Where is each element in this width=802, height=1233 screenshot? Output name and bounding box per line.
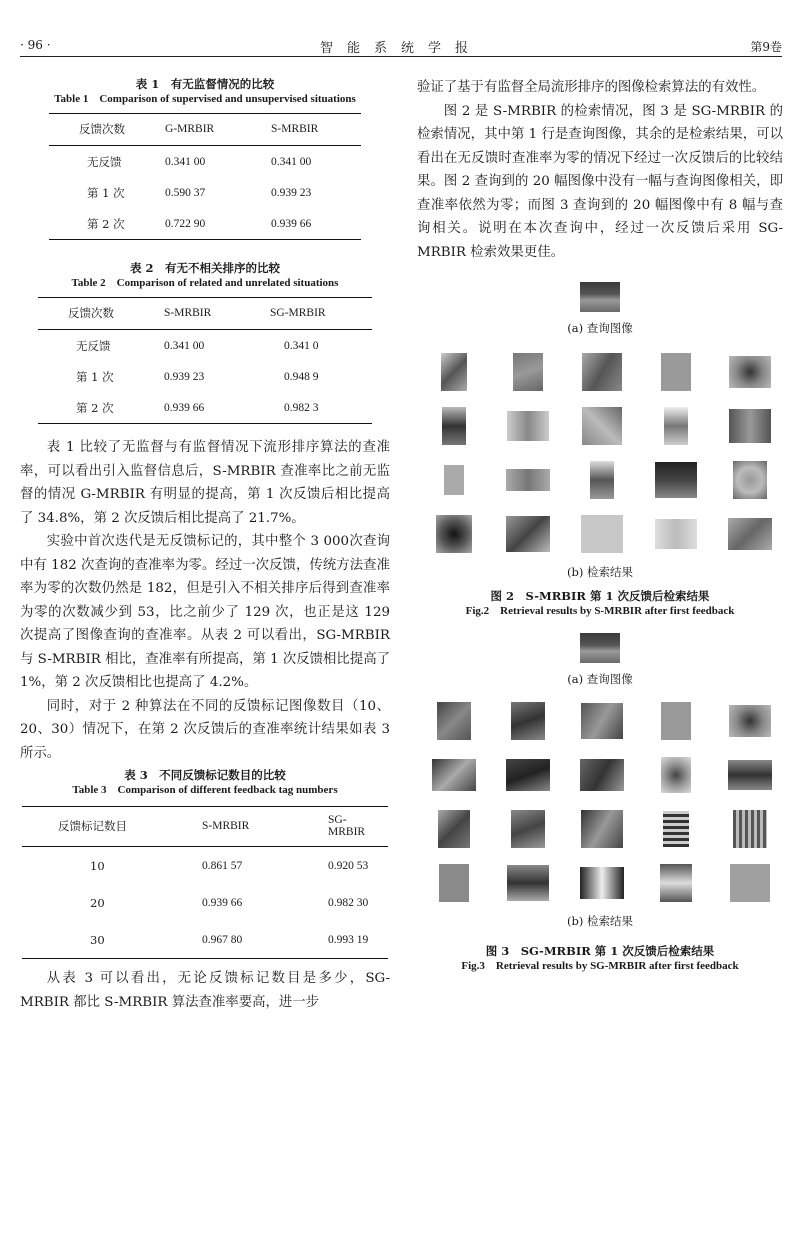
table-cell: 无反馈 — [76, 338, 111, 353]
table-cell: 0.967 80 — [176, 921, 306, 959]
table-cell: 0.722 90 — [157, 208, 263, 240]
table-cell: 20 — [90, 895, 105, 910]
table-cell: 10 — [90, 858, 105, 873]
result-image — [713, 352, 787, 392]
left-column — [20, 76, 390, 1014]
table-row — [49, 177, 361, 208]
figure-2 — [417, 282, 783, 619]
result-image — [417, 460, 491, 500]
result-image — [491, 755, 565, 795]
table-row — [49, 146, 361, 178]
table-cell: 0.982 3 — [262, 392, 372, 424]
table-cell: 第 1 次 — [76, 369, 114, 384]
table-cell: 0.948 9 — [284, 370, 319, 383]
result-image — [565, 406, 639, 446]
table-row — [22, 884, 388, 921]
volume-label: 第9卷 — [750, 40, 782, 54]
table-header: 反馈标记数目 — [22, 807, 176, 847]
figure-3-sub-a: (a) 查询图像 — [567, 672, 633, 686]
table-header: SG-MRBIR — [306, 807, 388, 847]
table-cell: 0.982 30 — [328, 896, 369, 909]
result-image — [565, 755, 639, 795]
table-cell: 0.341 00 — [165, 155, 206, 168]
table-header: 反馈次数 — [49, 114, 157, 146]
table-cell: 第 2 次 — [38, 392, 156, 424]
result-image — [565, 514, 639, 554]
result-image — [491, 863, 565, 903]
result-image — [417, 809, 491, 849]
journal-title: 智能系统学报 — [319, 41, 482, 56]
result-image — [639, 863, 713, 903]
table-cell: 0.341 0 — [284, 339, 319, 352]
table-row — [22, 847, 388, 885]
table-cell: 0.939 66 — [156, 392, 262, 424]
result-image — [491, 809, 565, 849]
table-2-caption-en: Table 2 Comparison of related and unrelated situations — [71, 277, 339, 289]
table-row — [49, 208, 361, 240]
table-row — [38, 361, 372, 392]
result-image — [491, 352, 565, 392]
paragraph: 实验中首次迭代是无反馈标记的，其中整个 3 000次查询中有 182 次查询的查准率为零。经过一次反馈，传统方法查准率为零的次数仍然是 182，但是引入不相关排序后得到查准率为零的次数减少到 53，比之前少了 129 次，也正是这 129 次提高了图像查询的查准率。从表 2 可以看出，SG-MRBIR 与 S-MRBIR 相比，查准率有所提高，第 1 次反馈相比提高了 1%，第 2 次反馈相比也提高了 4.2%。 — [20, 534, 390, 690]
result-image — [491, 701, 565, 741]
table-cell: 0.939 66 — [263, 208, 361, 240]
table-cell: 无反馈 — [87, 154, 122, 169]
result-image — [713, 809, 787, 849]
result-image — [565, 460, 639, 500]
paragraph: 同时，对于 2 种算法在不同的反馈标记图像数目（10、20、30）情况下，在第 2 次反馈后的查准率统计结果如表 3 所示。 — [20, 698, 390, 761]
table-cell: 第 2 次 — [49, 208, 157, 240]
result-image — [417, 863, 491, 903]
result-image — [713, 514, 787, 554]
figure-2-results — [417, 352, 783, 554]
table-header: S-MRBIR — [263, 114, 361, 146]
result-image — [565, 809, 639, 849]
result-image — [491, 514, 565, 554]
figure-2-sub-b: (b) 检索结果 — [567, 565, 633, 579]
result-image — [639, 701, 713, 741]
result-image — [713, 863, 787, 903]
result-image — [713, 701, 787, 741]
figure-2-caption-en: Fig.2 Retrieval results by S-MRBIR after first feedback — [465, 605, 735, 617]
table-cell: 30 — [22, 921, 176, 959]
result-image — [639, 460, 713, 500]
table-cell: 第 1 次 — [87, 185, 125, 200]
result-image — [565, 352, 639, 392]
result-image — [713, 755, 787, 795]
paragraph: 表 1 比较了无监督与有监督情况下流形排序算法的查准率，可以看出引入监督信息后，S-MRBIR 查准率比之前无监督的情况 G-MRBIR 有明显的提高，第 1 次反馈后相比提高了 34.8%，第 2 次反馈后相比提高了 21.7%。 — [20, 440, 390, 526]
result-image — [713, 460, 787, 500]
result-image — [565, 863, 639, 903]
table-1-caption-en: Table 1 Comparison of supervised and unsupervised situations — [54, 93, 356, 105]
result-image — [639, 352, 713, 392]
result-image — [639, 809, 713, 849]
table-3-caption-cn: 表 3 不同反馈标记数目的比较 — [124, 768, 286, 782]
table-header: SG-MRBIR — [262, 298, 372, 330]
table-header: G-MRBIR — [157, 114, 263, 146]
result-image — [417, 352, 491, 392]
result-image — [639, 406, 713, 446]
figure-3-caption-cn: 图 3 SG-MRBIR 第 1 次反馈后检索结果 — [485, 944, 715, 958]
paragraph: 验证了基于有监督全局流形排序的图像检索算法的有效性。 — [417, 80, 766, 95]
table-3 — [20, 767, 390, 959]
figure-3-caption-en: Fig.3 Retrieval results by SG-MRBIR after first feedback — [461, 960, 739, 972]
running-header — [20, 34, 782, 57]
table-3-caption-en: Table 3 Comparison of different feedback tag numbers — [72, 784, 338, 796]
table-cell: 0.590 37 — [165, 186, 206, 199]
result-image — [417, 514, 491, 554]
result-image — [713, 406, 787, 446]
paragraph: 从表 3 可以看出，无论反馈标记数目是多少，SG-MRBIR 都比 S-MRBIR 算法查准率要高，进一步 — [20, 971, 390, 1010]
result-image — [639, 755, 713, 795]
result-image — [639, 514, 713, 554]
result-image — [491, 406, 565, 446]
table-1-grid — [49, 113, 361, 240]
table-header: 反馈次数 — [38, 298, 156, 330]
table-cell: 0.939 23 — [164, 370, 205, 383]
page-number: · 96 · — [20, 38, 51, 52]
figure-3-results — [417, 701, 783, 903]
paragraph: 图 2 是 S-MRBIR 的检索情况，图 3 是 SG-MRBIR 的检索情况，其中第 1 行是查询图像，其余的是检索结果，可以看出在无反馈时查准率为零的情况下经过一次反馈后的比较结果。图 2 查询到的 20 幅图像中没有一幅与查询图像相关，即查准率依然为零；而图 3 查询到的 20 幅图像中有 8 幅与查询相关。说明在本次查询中，经过一次反馈后采用 SG-MRBIR 检索效果更佳。 — [417, 103, 783, 260]
result-image — [491, 460, 565, 500]
query-image — [580, 282, 620, 312]
figure-2-caption-cn: 图 2 S-MRBIR 第 1 次反馈后检索结果 — [490, 589, 710, 603]
table-cell: 0.341 00 — [164, 339, 205, 352]
table-cell: 0.939 23 — [271, 186, 312, 199]
result-image — [565, 701, 639, 741]
table-2 — [20, 260, 390, 424]
body-text-left — [20, 436, 390, 765]
table-row — [22, 921, 388, 959]
table-cell: 0.993 19 — [306, 921, 388, 959]
table-2-grid — [38, 297, 372, 424]
result-image — [417, 406, 491, 446]
table-row — [38, 330, 372, 362]
figure-3-sub-b: (b) 检索结果 — [567, 914, 633, 928]
table-cell: 0.861 57 — [202, 859, 243, 872]
table-2-caption-cn: 表 2 有无不相关排序的比较 — [129, 261, 280, 275]
result-image — [417, 701, 491, 741]
table-1 — [20, 76, 390, 240]
table-cell: 0.920 53 — [328, 859, 369, 872]
table-header: S-MRBIR — [156, 298, 262, 330]
table-row — [38, 392, 372, 424]
figure-3 — [417, 633, 783, 974]
query-image — [580, 633, 620, 663]
table-1-caption-cn: 表 1 有无监督情况的比较 — [135, 77, 275, 91]
table-cell: 0.341 00 — [271, 155, 312, 168]
result-image — [417, 755, 491, 795]
figure-2-sub-a: (a) 查询图像 — [567, 321, 633, 335]
right-column — [417, 76, 783, 974]
table-cell: 0.939 66 — [202, 896, 243, 909]
table-3-grid — [22, 806, 388, 959]
table-header: S-MRBIR — [176, 807, 306, 847]
